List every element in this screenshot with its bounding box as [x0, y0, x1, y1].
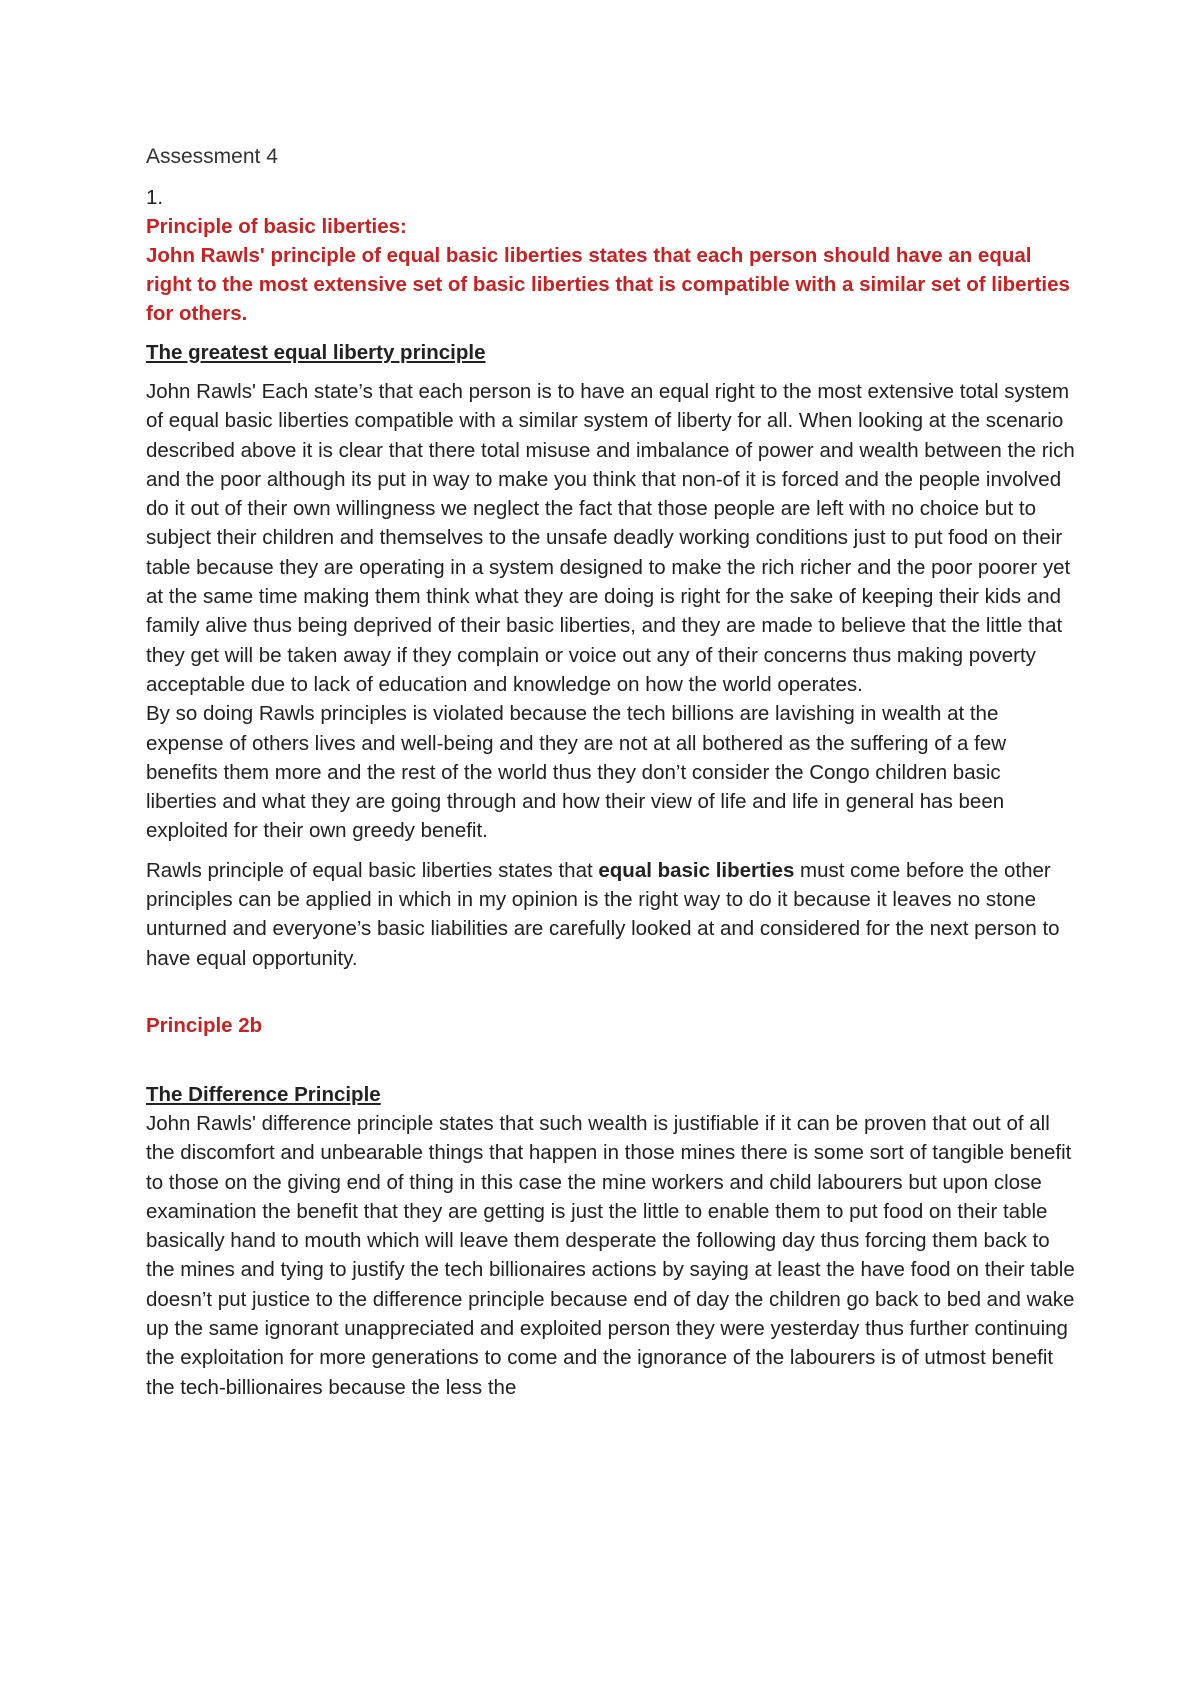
question-number: 1. — [146, 186, 164, 209]
section1-paragraph-1: John Rawls' Each state’s that each person is to have an equal right to the most extensive total system of equal basic liberties compatible with a similar system of liberty for all. When looking at the scenario described above it is clear that there total misuse and imbalance of power and wealth between the rich and the poor although its put in way to make you think that non-of it is forced and the people involved do it out of their own willingness we neglect the fact that those people are left with no choice but to subject their children and themselves to the unsafe deadly working conditions just to put food on their table because they are operating in a system designed to make the rich richer and the poor poorer yet at the same time making them think what they are doing is right for the sake of keeping their kids and family alive thus being deprived of their basic liberties, and they are made to believe that the little that they get will be taken away if they complain or voice out any of their concerns thus making poverty acceptable due to lack of education and knowledge on how the world operates. — [146, 380, 1075, 696]
para3-text-after: must come before the other principles can be applied in which in my opinion is the right way to do it because it leaves no stone unturned and everyone’s basic liabilities are carefully looked at and considered for the next person to have equal opportunity. — [146, 858, 1060, 970]
para3-text-before: Rawls principle of equal basic liberties states that — [146, 858, 599, 882]
section1-paragraph-2: By so doing Rawls principles is violated because the tech billions are lavishing in wealth at the expense of others lives and well-being and they are not at all bothered as the suffering of a few benefits them more and the rest of the world thus they don’t consider the Congo children basic liberties and what they are going through and how their view of life and life in general has been exploited for their own greedy benefit. — [146, 702, 1007, 843]
section1-paragraph-3 — [146, 856, 1076, 973]
para3-bold-text: equal basic liberties — [598, 858, 795, 882]
principle-2b-heading: Principle 2b — [146, 1013, 263, 1037]
principle-heading: Principle of basic liberties: — [146, 215, 407, 238]
difference-principle-heading: The Difference Principle — [146, 1082, 381, 1106]
document-title: Assessment 4 — [146, 145, 278, 168]
greatest-equal-liberty-heading: The greatest equal liberty principle — [146, 341, 486, 364]
document-page — [146, 142, 1076, 1402]
section2-paragraph-1: John Rawls' difference principle states that such wealth is justifiable if it can be proven that out of all the discomfort and unbearable things that happen in those mines there is some sort of tangible benefit to those on the giving end of thing in this case the mine workers and child labourers but upon close examination the benefit that they are getting is just the little to enable them to put food on their table basically hand to mouth which will leave them desperate the following day thus forcing them back to the mines and tying to justify the tech billionaires actions by saying at least the have food on their table doesn’t put justice to the difference principle because end of day the children go back to bed and wake up the same ignorant unappreciated and exploited person they were yesterday thus further continuing the exploitation for more generations to come and the ignorance of the labourers is of utmost benefit the tech-billionaires because the less the — [146, 1111, 1075, 1399]
principle-statement: John Rawls' principle of equal basic liberties states that each person should have an equal right to the most extensive set of basic liberties that is compatible with a similar set of liberties for others. — [146, 244, 1070, 325]
